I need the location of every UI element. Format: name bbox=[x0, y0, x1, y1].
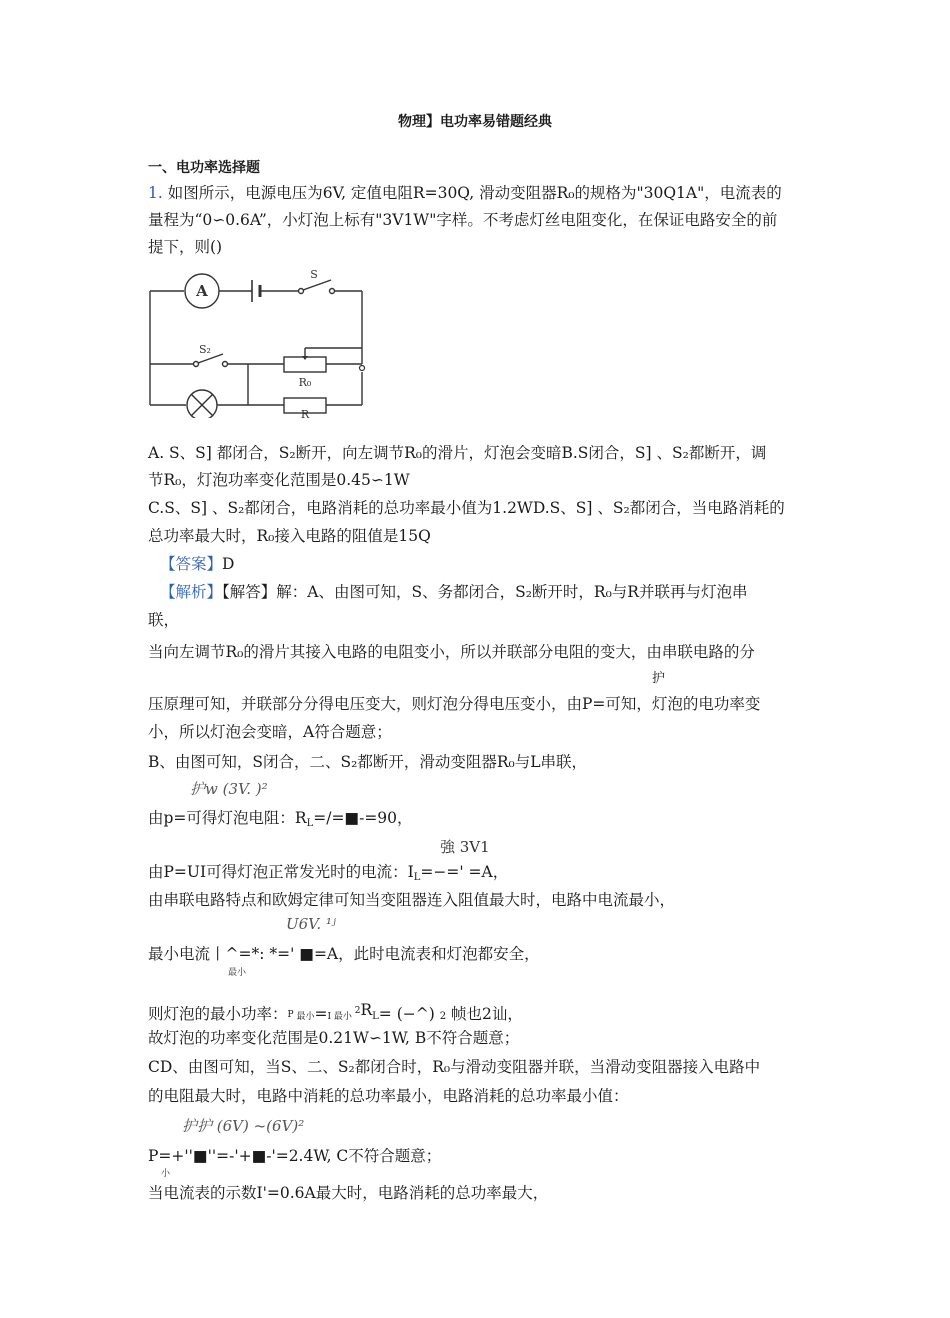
min-subscript: 最小 bbox=[228, 968, 247, 978]
analysis-line-16: 当电流表的示数I'=0.6A最大时，电路消耗的总功率最大， bbox=[148, 1184, 549, 1202]
analysis-line-3: 当向左调节R₀的滑片其接入电路的电阻变小，所以并联部分电阻的变大，由串联电路的分 bbox=[148, 643, 755, 661]
analysis-line-12: 故灯泡的功率变化范围是0.21W∽1W, B不符合题意； bbox=[148, 1029, 520, 1047]
switch-s-label: S bbox=[310, 268, 318, 281]
formula-1: 护w (3V. )² bbox=[190, 780, 268, 798]
analysis-text: =−=' =A， bbox=[420, 863, 509, 881]
option-a-line-2: 节R₀，灯泡功率变化范围是0.45∽1W bbox=[148, 471, 410, 489]
ammeter-label: A bbox=[196, 282, 208, 300]
answer-label: 【答案】 bbox=[160, 555, 223, 573]
analysis-text: 由P=UI可得灯泡正常发光时的电流：I bbox=[148, 863, 414, 881]
question-line-3: 提下，则() bbox=[148, 238, 223, 256]
option-a-line-1: A. S、S] 都闭合，S₂断开，向左调节R₀的滑片，灯泡会变暗B.S闭合，S] 、S₂都断开，调 bbox=[148, 444, 767, 462]
analysis-line-13: CD、由图可知，当S、二、S₂都闭合时，R₀与滑动变阻器并联，当滑动变阻器接入电路中 bbox=[148, 1058, 761, 1076]
analysis-text: =/=■-=90， bbox=[313, 809, 413, 827]
answer-line bbox=[160, 554, 234, 574]
subscript-l: L bbox=[413, 872, 421, 883]
formula-hu: 护 bbox=[652, 671, 666, 686]
subscript-l: L bbox=[306, 818, 314, 829]
analysis-line-9: 由串联电路特点和欧姆定律可知当变阻器连入阻值最大时，电路中电流最小， bbox=[148, 891, 676, 909]
analysis-line-4: 压原理可知，并联部分分得电压变大，则灯泡分得电压变小，由P=可知，灯泡的电功率变 bbox=[148, 695, 761, 713]
analysis-line-14: 的电阻最大时，电路中消耗的总功率最小，电路消耗的总功率最小值： bbox=[148, 1087, 629, 1105]
analysis-text: 帧也2讪， bbox=[451, 1005, 523, 1023]
formula-strong: 強 3V1 bbox=[440, 838, 490, 856]
r0-label: R₀ bbox=[298, 376, 312, 389]
formula-3: 护护 (6V) ~(6V)² bbox=[182, 1117, 305, 1135]
analysis-line-15: P=+''■''=-'+■-'=2.4W, C不符合题意； bbox=[148, 1147, 442, 1165]
analysis-line-2: 联， bbox=[148, 611, 180, 629]
option-c-line-1: C.S、S] 、S₂都闭合，电路消耗的总功率最小值为1.2WD.S、S] 、S₂都闭合，当电路消耗的 bbox=[148, 499, 785, 517]
analysis-line-5: 小，所以灯泡会变暗，A符合题意； bbox=[148, 723, 392, 741]
answer-value: D bbox=[222, 555, 235, 573]
section-heading: 一、电功率选择题 bbox=[148, 160, 260, 176]
question-line-2: 量程为“0∽0.6A”，小灯泡上标有"3V1W"字样。不考虑灯丝电阻变化，在保证电路安全的前 bbox=[148, 211, 778, 229]
analysis-line-11: 则灯泡的最小功率：P 最小=I 最小 $^2$RL= (−^) 2 帧也2讪， bbox=[148, 1001, 523, 1023]
document-title: 物理】电功率易错题经典 bbox=[398, 114, 552, 130]
analysis-line-1 bbox=[160, 582, 747, 602]
analysis-line-10: 最小电流丨^=*: *=' ■=A，此时电流表和灯泡都安全， bbox=[148, 945, 540, 963]
analysis-line-6: B、由图可知，S闭合，二、S₂都断开，滑动变阻器R₀与L串联， bbox=[148, 753, 588, 771]
analysis-line-7 bbox=[148, 808, 413, 834]
r-label: R bbox=[300, 408, 310, 418]
analysis-label: 【解析】 bbox=[160, 583, 223, 601]
question-text: 如图所示，电源电压为6V, 定值电阻R=30Q, 滑动变阻器R₀的规格为"30Q1A"，电流表的 bbox=[162, 184, 782, 202]
xiao-subscript: 小 bbox=[161, 1169, 171, 1179]
formula-2: U6V. ¹ʲ bbox=[286, 915, 336, 933]
question-line-1 bbox=[148, 183, 782, 203]
circuit-diagram bbox=[148, 268, 373, 418]
analysis-text: 则灯泡的最小功率： bbox=[148, 1005, 288, 1023]
analysis-text: 由p=可得灯泡电阻：R bbox=[148, 809, 307, 827]
analysis-line-8 bbox=[148, 862, 508, 888]
question-number: 1. bbox=[148, 184, 163, 202]
option-c-line-2: 总功率最大时，R₀接入电路的阻值是15Q bbox=[148, 527, 431, 545]
switch-s2-label: S₂ bbox=[199, 343, 211, 356]
analysis-text: 【解答】解：A、由图可知，S、务都闭合，S₂断开时，R₀与R并联再与灯泡串 bbox=[222, 583, 748, 601]
